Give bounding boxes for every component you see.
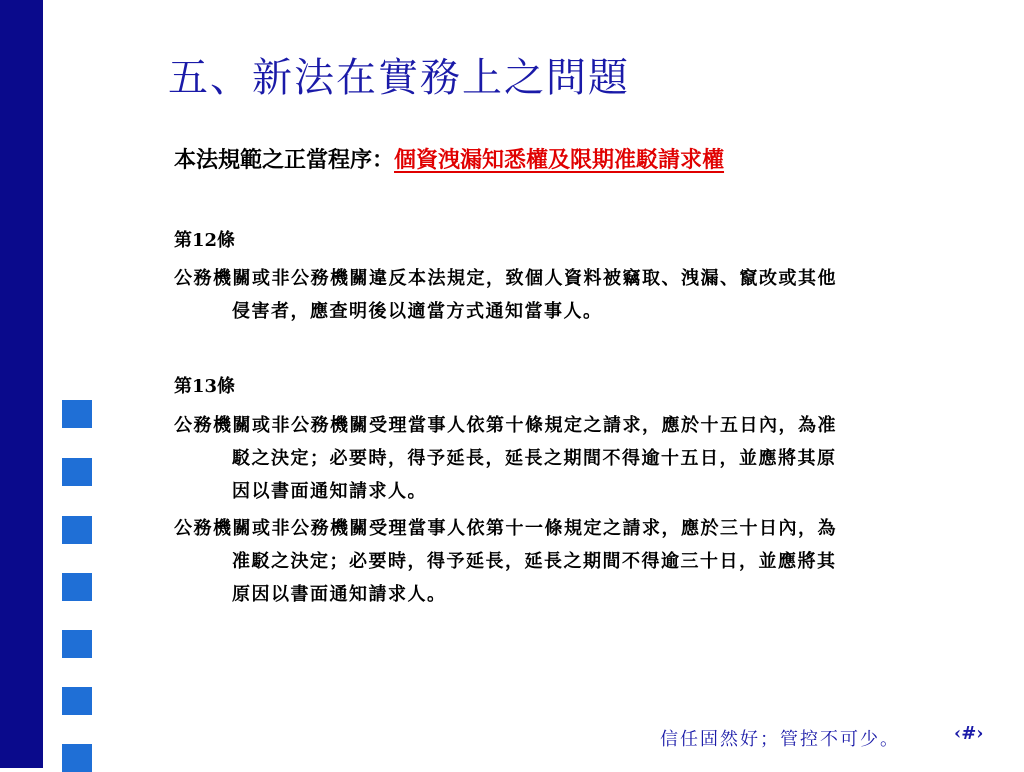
- decorative-square: [62, 400, 92, 428]
- paragraph-line: 公務機關或非公務機關違反本法規定，致個人資料被竊取、洩漏、竄改或其他: [174, 268, 837, 289]
- decorative-square: [62, 458, 92, 486]
- decorative-square: [62, 516, 92, 544]
- footer-slogan: 信任固然好；管控不可少。: [660, 729, 900, 750]
- article-12-heading: 第12條: [174, 230, 236, 251]
- subtitle-highlight: 個資洩漏知悉權及限期准駁請求權: [394, 147, 725, 173]
- decorative-square: [62, 687, 92, 715]
- paragraph-line: 公務機關或非公務機關受理當事人依第十一條規定之請求，應於三十日內，為: [174, 518, 837, 539]
- left-sidebar-bar: [0, 0, 43, 768]
- paragraph-line: 原因以書面通知請求人。: [232, 584, 447, 605]
- page-number: ‹#›: [954, 723, 984, 744]
- slide-subtitle: [174, 144, 724, 176]
- decorative-square: [62, 573, 92, 601]
- paragraph-line: 准駁之決定；必要時，得予延長，延長之期間不得逾三十日，並應將其: [232, 551, 837, 572]
- article-13-paragraph-2: [174, 512, 954, 611]
- paragraph-line: 駁之決定；必要時，得予延長，延長之期間不得逾十五日，並應將其原: [232, 448, 837, 469]
- subtitle-prefix: 本法規範之正當程序：: [174, 147, 395, 173]
- slide-title: 五、新法在實務上之問題: [168, 55, 630, 101]
- paragraph-line: 侵害者，應查明後以適當方式通知當事人。: [232, 301, 603, 322]
- article-13-paragraph-1: [174, 409, 954, 508]
- decorative-square: [62, 630, 92, 658]
- paragraph-line: 因以書面通知請求人。: [232, 481, 427, 502]
- paragraph-line: 公務機關或非公務機關受理當事人依第十條規定之請求，應於十五日內，為准: [174, 415, 837, 436]
- article-13-heading: 第13條: [174, 376, 236, 397]
- article-12-paragraph: [174, 262, 954, 328]
